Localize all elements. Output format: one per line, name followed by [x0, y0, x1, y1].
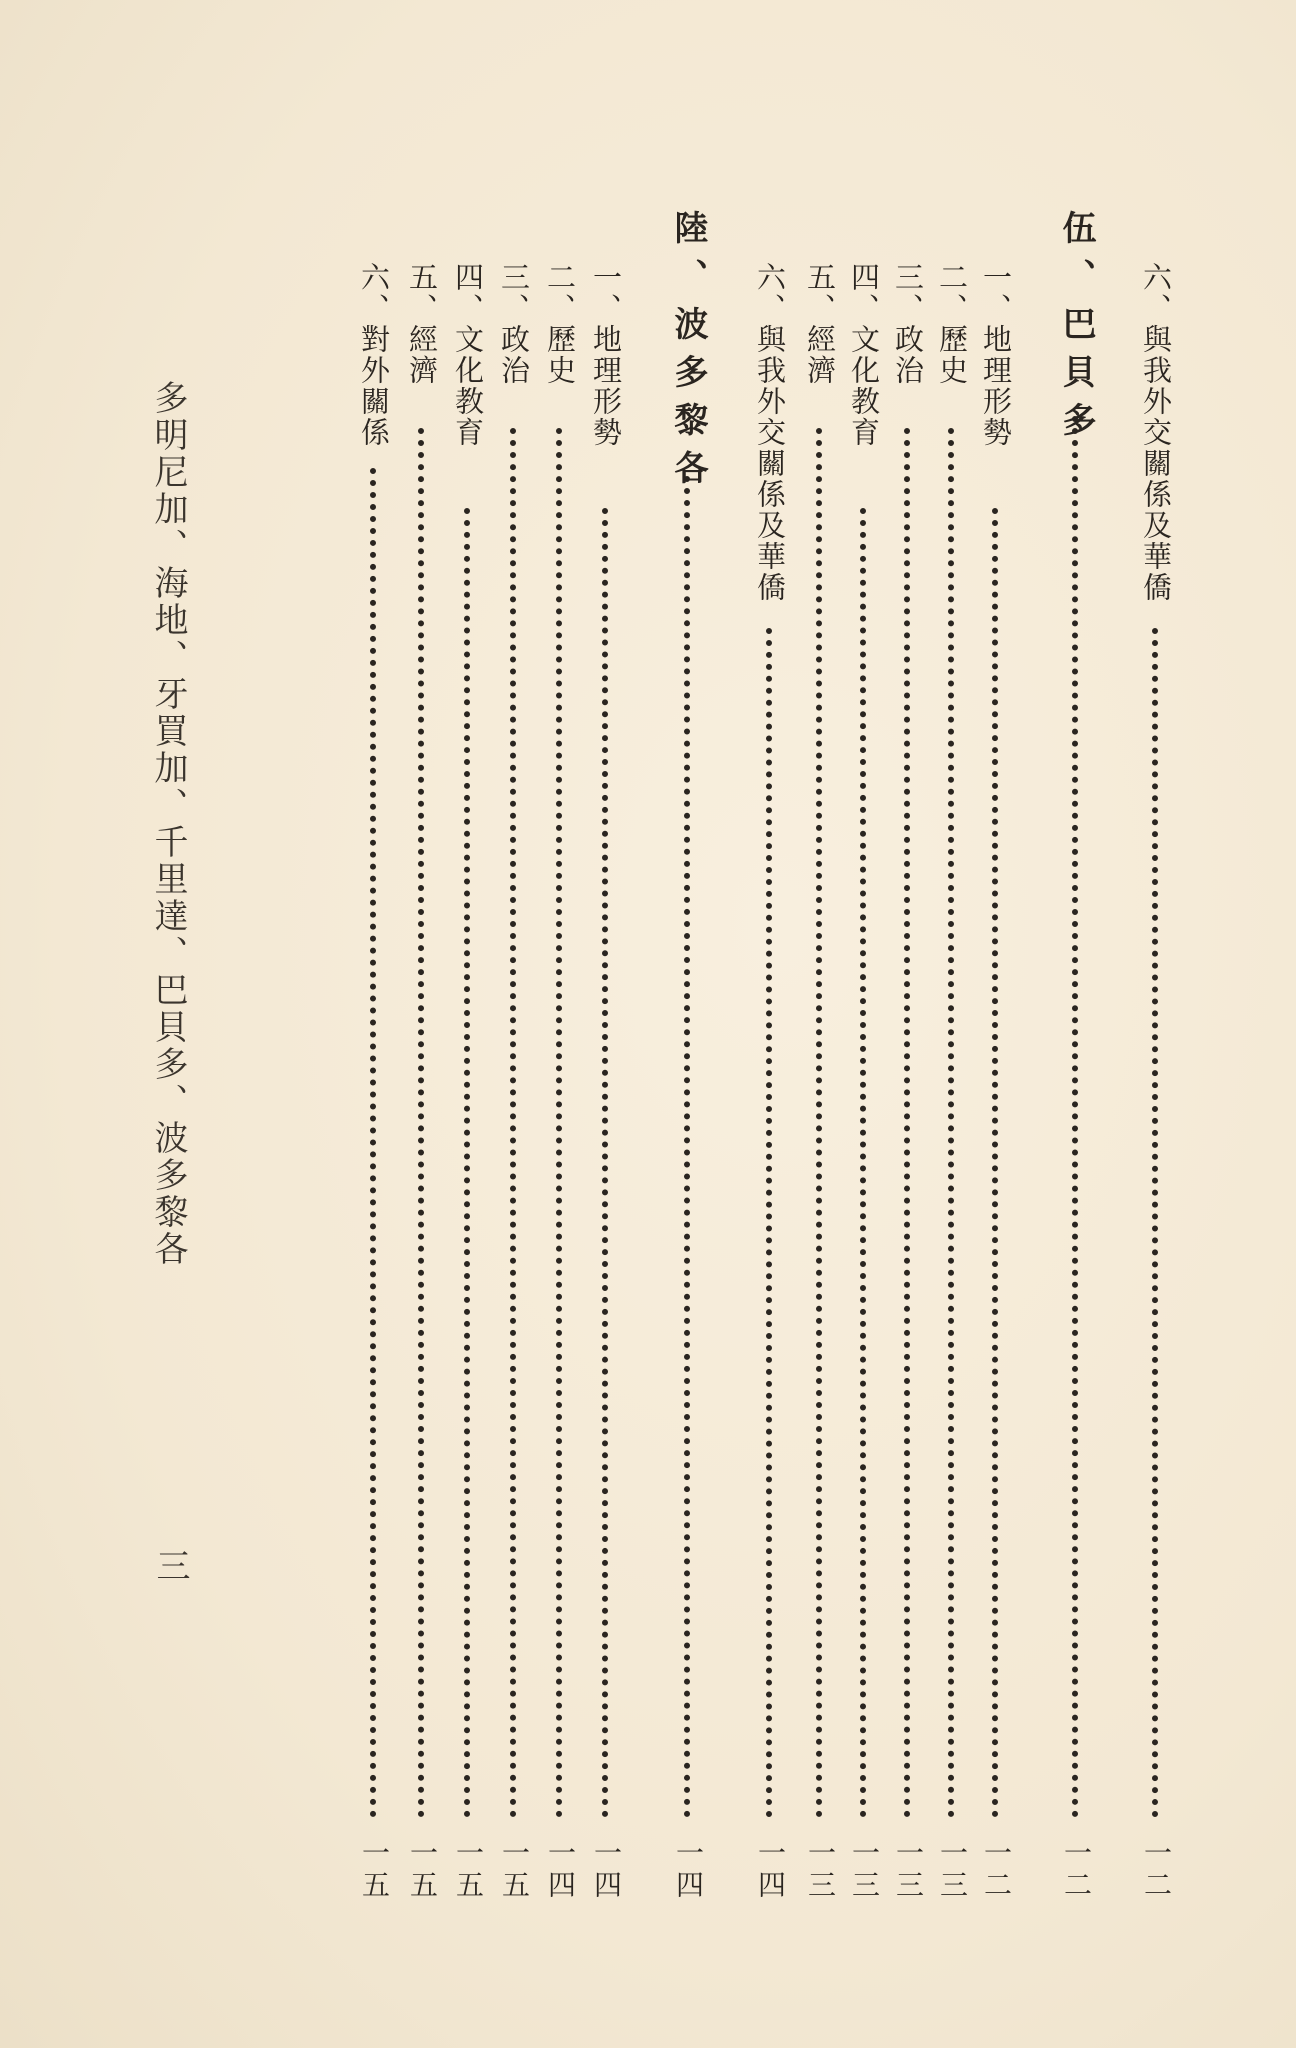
toc-entry [1136, 0, 1176, 2048]
toc-entry [586, 0, 626, 2048]
toc-section-entry [1056, 0, 1096, 2048]
dot-leader [418, 428, 430, 1818]
entry-page-number: 一三 [936, 1838, 969, 1902]
entry-title: 一、地理形勢 [979, 262, 1013, 448]
entry-page-number: 一三 [848, 1838, 881, 1902]
toc-entry [932, 0, 972, 2048]
entry-title: 六、對外關係 [357, 262, 391, 448]
entry-title: 三、政治 [497, 262, 531, 386]
dot-leader [1152, 628, 1164, 1818]
entry-page-number: 一四 [754, 1838, 787, 1902]
entry-page-number: 一五 [406, 1838, 439, 1902]
toc-entry [402, 0, 442, 2048]
toc-entry [354, 0, 394, 2048]
dot-leader [510, 428, 522, 1818]
entry-title: 五、經濟 [803, 262, 837, 386]
toc-entry [800, 0, 840, 2048]
entry-title: 四、文化教育 [847, 262, 881, 448]
dot-leader [602, 508, 614, 1818]
folio-page-number: 三 [150, 1548, 190, 1582]
entry-page-number: 一四 [672, 1838, 705, 1902]
entry-title: 一、地理形勢 [589, 262, 623, 448]
dot-leader [1072, 416, 1084, 1818]
entry-title: 二、歷史 [935, 262, 969, 386]
dot-leader [992, 508, 1004, 1818]
dot-leader [370, 468, 382, 1818]
dot-leader [816, 428, 828, 1818]
section-title: 陸、波多黎各 [668, 210, 708, 498]
entry-page-number: 一五 [452, 1838, 485, 1902]
dot-leader [860, 508, 872, 1818]
entry-page-number: 一三 [804, 1838, 837, 1902]
toc-entry [844, 0, 884, 2048]
toc-section-entry [668, 0, 708, 2048]
entry-page-number: 一二 [980, 1838, 1013, 1902]
entry-title: 三、政治 [891, 262, 925, 386]
entry-page-number: 一四 [590, 1838, 623, 1902]
entry-page-number: 一二 [1140, 1838, 1173, 1902]
toc-entry [494, 0, 534, 2048]
entry-title: 六、與我外交關係及華僑 [753, 262, 787, 603]
toc-entry [976, 0, 1016, 2048]
toc-entry [750, 0, 790, 2048]
running-title: 多明尼加、海地、牙買加、千里達、巴貝多、波多黎各 [148, 380, 188, 1268]
entry-page-number: 一四 [544, 1838, 577, 1902]
dot-leader [766, 628, 778, 1818]
entry-page-number: 一五 [358, 1838, 391, 1902]
toc-entry [448, 0, 488, 2048]
entry-page-number: 一二 [1060, 1838, 1093, 1902]
dot-leader [556, 428, 568, 1818]
entry-page-number: 一五 [498, 1838, 531, 1902]
toc-entry [540, 0, 580, 2048]
dot-leader [464, 508, 476, 1818]
entry-title: 二、歷史 [543, 262, 577, 386]
dot-leader [684, 476, 696, 1818]
dot-leader [948, 428, 960, 1818]
toc-entry [888, 0, 928, 2048]
entry-title: 六、與我外交關係及華僑 [1139, 262, 1173, 603]
dot-leader [904, 428, 916, 1818]
entry-title: 四、文化教育 [451, 262, 485, 448]
section-title: 伍、巴貝多 [1056, 210, 1096, 450]
entry-page-number: 一三 [892, 1838, 925, 1902]
entry-title: 五、經濟 [405, 262, 439, 386]
